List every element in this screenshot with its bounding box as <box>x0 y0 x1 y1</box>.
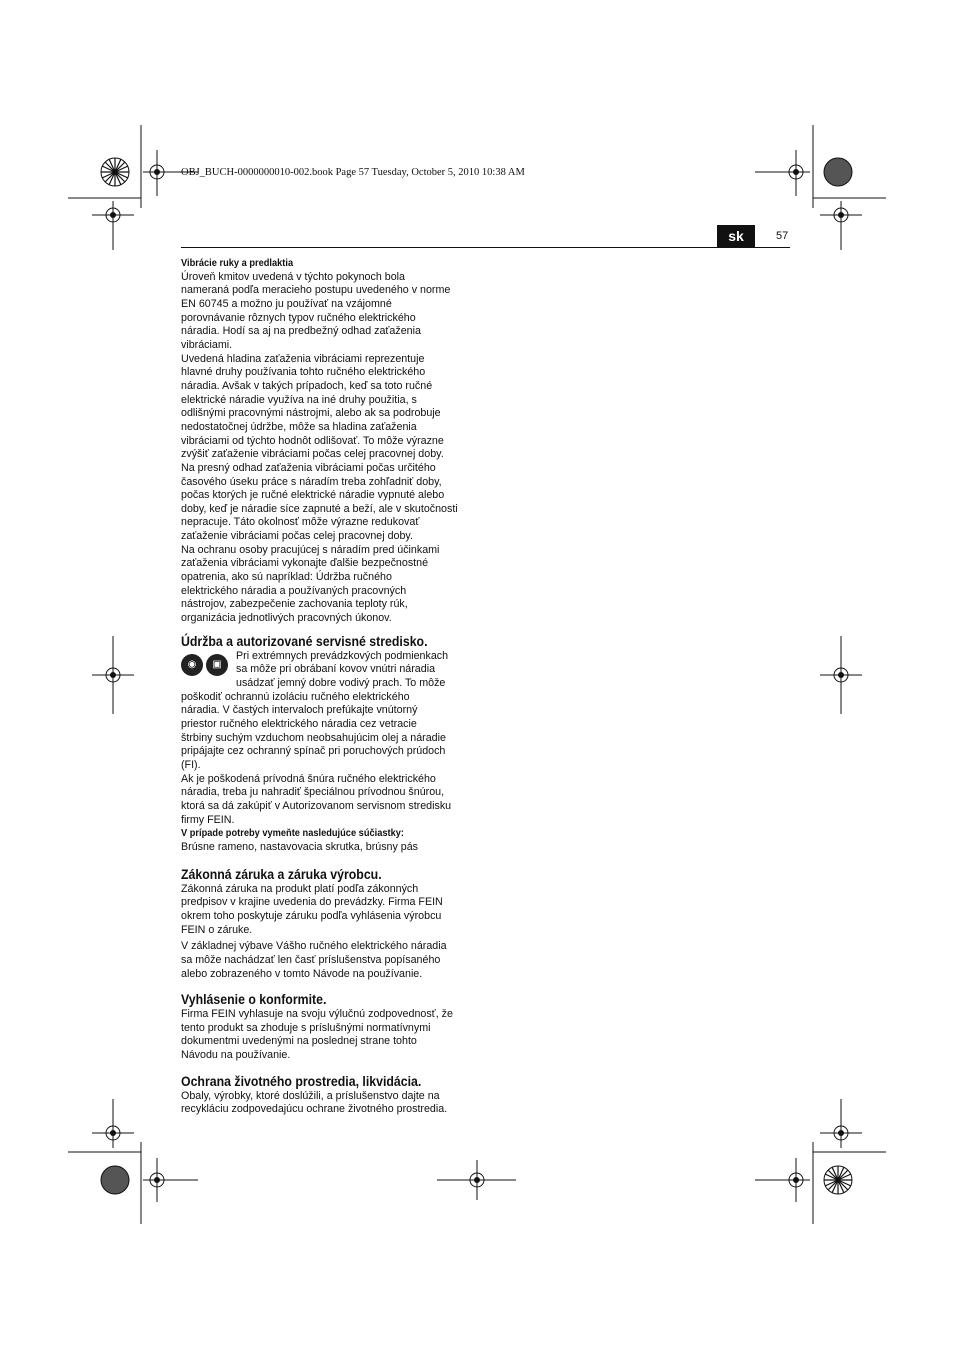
environment-heading: Ochrana životného prostredia, likvidácia. <box>181 1072 422 1089</box>
text-line: okrem toho poskytuje záruku podľa vyhlásenia výrobcu <box>181 909 442 922</box>
registration-mark-icon <box>755 150 810 196</box>
text-line: hlavné druhy používania tohto ručného elektrického <box>181 366 426 379</box>
text-line: nástrojov, zabezpečenie zachovania teploty rúk, <box>181 598 408 611</box>
text-line: opatrenia, ako sú napríklad: Údržba ručného <box>181 571 392 584</box>
text-line: tento produkt sa zhoduje s príslušnými normatívnymi <box>181 1021 431 1034</box>
warranty-text-2 <box>181 940 481 981</box>
vibration-heading: Vibrácie ruky a predlaktia <box>181 258 294 269</box>
text-line: elektrického náradia a používaných pracovných <box>181 584 407 597</box>
text-line: nepracuje. Táto okolnosť môže výrazne redukovať <box>181 516 420 529</box>
text-line: Firma FEIN vyhlasuje na svoju výlučnú zodpovednosť, že <box>181 1008 453 1021</box>
text-line: poškodiť ochrannú izoláciu ručného elektrického <box>181 690 410 703</box>
eye-protection-icon: ◉ <box>181 654 203 676</box>
text-line: EN 60745 a možno ju používať na vzájomné <box>181 297 392 310</box>
text-line: usádzať jemný dobre vodivý prach. To môže <box>236 677 446 690</box>
registration-mark-icon <box>820 1099 862 1148</box>
language-tab: sk <box>717 225 755 247</box>
page-number: 57 <box>776 230 789 242</box>
grey-target-icon <box>824 158 852 186</box>
starburst-target-icon <box>824 1166 852 1194</box>
text-line: predpisov v krajine uvedenia do prevádzky. Firma FEIN <box>181 896 443 909</box>
text-line: Návodu na používanie. <box>181 1049 291 1062</box>
safety-icons <box>181 654 233 680</box>
text-line: náradia. Avšak v takých prípadoch, keď sa toto ručné <box>181 379 433 392</box>
registration-mark-icon <box>755 1158 810 1202</box>
text-line: zaťaženia vibráciami vykonajte ďalšie bezpečnostné <box>181 557 429 570</box>
warranty-heading: Zákonná záruka a záruka výrobcu. <box>181 865 382 882</box>
text-line: Zákonná záruka na produkt platí podľa zákonných <box>181 882 419 895</box>
text-line: alebo zobrazeného v tomto Návode na používanie. <box>181 967 423 980</box>
text-line: Ak je poškodená prívodná šnúra ručného elektrického <box>181 772 436 785</box>
text-line: náradia, treba ju nahradiť špeciálnou prívodnou šnúrou, <box>181 786 445 799</box>
text-line: Obaly, výrobky, ktoré doslúžili, a príslušenstvo dajte na <box>181 1089 440 1102</box>
text-line: doby, keď je náradie síce zapnuté a beží, ale v skutočnosti <box>181 502 458 515</box>
text-line: Uvedená hladina zaťaženia vibráciami reprezentuje <box>181 352 425 365</box>
warranty-text-1 <box>181 883 481 938</box>
registration-mark-icon <box>820 201 862 250</box>
text-line: sa môže nachádzať len časť príslušenstva popísaného <box>181 953 441 966</box>
text-line: vibráciami od týchto hodnôt odlišovať. To môže výrazne <box>181 434 444 447</box>
text-line: recykláciu zodpovedajúcu ochrane životného prostredia. <box>181 1103 448 1116</box>
text-line: náradia. V častých intervaloch prefúkajte vnútorný <box>181 704 418 717</box>
text-line: nedostatočnej údržbe, môže sa hladina zaťaženia <box>181 420 417 433</box>
parts-value: Brúsne rameno, nastavovacia skrutka, brúsny pás <box>181 840 419 853</box>
text-line: Na ochranu osoby pracujúcej s náradím pred účinkami <box>181 543 440 556</box>
text-line: Na presný odhad zaťaženia vibráciami počas určitého <box>181 461 436 474</box>
text-line: vibráciami. <box>181 338 233 351</box>
grey-target-icon <box>101 1166 129 1194</box>
text-line: firmy FEIN. <box>181 813 235 826</box>
text-line: nameraná podľa meracieho postupu uvedeného v norme <box>181 284 451 297</box>
text-line: pripájajte cez ochranný spínač pri poruchových prúdoch <box>181 745 446 758</box>
environment-text <box>181 1090 481 1117</box>
text-line: Úroveň kmitov uvedená v týchto pokynoch bola <box>181 270 405 283</box>
text-line: štrbiny suchým vzduchom neobsahujúcim olej a náradie <box>181 731 446 744</box>
text-line: zvýšiť zaťaženie vibráciami počas celej pracovnej doby. <box>181 448 444 461</box>
text-line: Pri extrémnych prevádzkových podmienkach <box>236 649 449 662</box>
text-line: dokumentmi uvedenými na poslednej strane tohto <box>181 1035 417 1048</box>
parts-label: V prípade potreby vymeňte nasledujúce súčiastky: <box>181 828 405 840</box>
text-line: (FI). <box>181 758 201 771</box>
text-line: V základnej výbave Vášho ručného elektrického náradia <box>181 940 447 953</box>
registration-mark-icon <box>92 201 134 250</box>
text-column <box>181 257 481 1117</box>
text-line: počas ktorých je ručné elektrické náradie vypnuté alebo <box>181 489 445 502</box>
text-line: organizácia jednotlivých pracovných úkonov. <box>181 612 392 625</box>
text-line: náradia. Hodí sa aj na predbežný odhad zaťaženia <box>181 325 421 338</box>
registration-mark-icon <box>92 1099 134 1148</box>
text-line: porovnávanie rôznych typov ručného elektrického <box>181 311 416 324</box>
ventilation-icon: ▣ <box>206 654 228 676</box>
text-line: priestor ručného elektrického náradia cez vetracie <box>181 718 417 730</box>
text-line: elektrické náradie využíva na iné druhy použitia, s <box>181 393 417 406</box>
header-rule <box>181 247 790 248</box>
text-line: FEIN o záruke. <box>181 923 253 936</box>
starburst-target-icon <box>101 158 129 186</box>
conformity-heading: Vyhlásenie o konformite. <box>181 991 327 1008</box>
conformity-text <box>181 1008 481 1063</box>
text-line: odlišnými pracovnými nástrojmi, alebo ak sa podrobuje <box>181 407 441 420</box>
maintenance-heading: Údržba a autorizované servisné stredisko. <box>181 632 428 649</box>
text-line: zaťaženie vibráciami počas celej pracovnej doby. <box>181 530 413 543</box>
book-info-line: OBJ_BUCH-0000000010-002.book Page 57 Tuesday, October 5, 2010 10:38 AM <box>181 167 525 178</box>
vibration-text <box>181 271 481 626</box>
text-line: ktorá sa dá zakúpiť v Autorizovanom servisnom stredisku <box>181 799 452 812</box>
text-line: časového úseku práce s náradím treba zohľadniť doby, <box>181 475 442 488</box>
registration-mark-icon <box>143 1158 198 1202</box>
text-line: sa môže pri obrábaní kovov vnútri náradia <box>236 663 436 676</box>
